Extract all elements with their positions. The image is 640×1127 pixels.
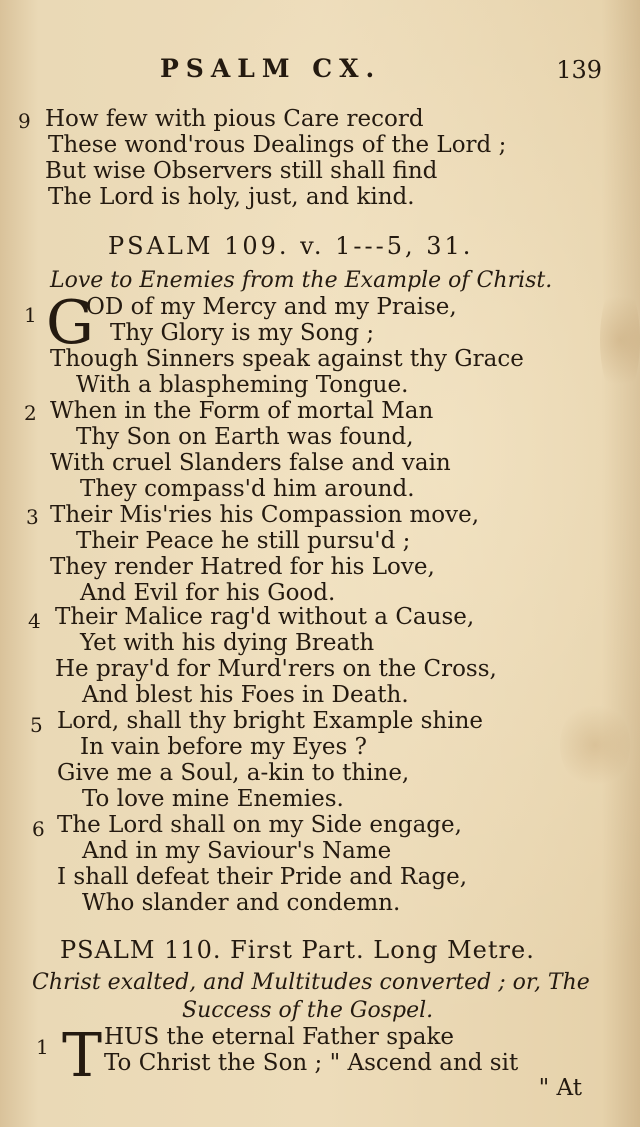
page-number: 139	[556, 56, 602, 84]
stanza-number: 9	[18, 109, 31, 133]
verse-line: They render Hatred for his Love,	[50, 554, 435, 580]
psalm-title: PSALM 110. First Part. Long Metre.	[60, 936, 535, 964]
verse-line: With cruel Slanders false and vain	[50, 450, 451, 476]
stanza-number: 6	[32, 817, 45, 841]
verse-line: But wise Observers still shall find	[45, 158, 438, 184]
page-header	[0, 52, 640, 88]
verse-line: He pray'd for Murd'rers on the Cross,	[55, 656, 497, 682]
verse-line: And in my Saviour's Name	[82, 838, 392, 864]
verse-line: HUS the eternal Father spake	[104, 1024, 455, 1050]
stanza-number: 1	[24, 303, 37, 327]
verse-line: They compass'd him around.	[80, 476, 415, 502]
stanza-number: 2	[24, 401, 37, 425]
verse-line: OD of my Mercy and my Praise,	[86, 294, 457, 320]
verse-line: To love mine Enemies.	[82, 786, 344, 812]
verse-line: When in the Form of mortal Man	[50, 398, 434, 424]
verse-line: How few with pious Care record	[45, 106, 424, 132]
drop-cap: G	[46, 288, 94, 358]
verse-line: And blest his Foes in Death.	[82, 682, 409, 708]
verse-line: To Christ the Son ; " Ascend and sit	[104, 1050, 519, 1076]
stanza-number: 3	[26, 505, 39, 529]
running-head: PSALM CX.	[160, 54, 382, 83]
verse-line: I shall defeat their Pride and Rage,	[57, 864, 468, 890]
stanza-number: 1	[36, 1035, 49, 1059]
verse-line: And Evil for his Good.	[80, 580, 336, 606]
verse-line: Yet with his dying Breath	[80, 630, 375, 656]
verse-line: Thy Son on Earth was found,	[76, 424, 414, 450]
verse-line: Lord, shall thy bright Example shine	[57, 708, 484, 734]
verse-line: These wond'rous Dealings of the Lord ;	[48, 132, 507, 158]
verse-line: Though Sinners speak against thy Grace	[50, 346, 524, 372]
psalm-subtitle: Love to Enemies from the Example of Christ.	[50, 268, 553, 293]
verse-line: The Lord shall on my Side engage,	[57, 812, 462, 838]
foxing-stain	[600, 280, 640, 400]
psalm-subtitle: Success of the Gospel.	[182, 998, 434, 1023]
verse-line: Their Peace he still pursu'd ;	[76, 528, 411, 554]
verse-line: Their Mis'ries his Compassion move,	[50, 502, 480, 528]
psalm-title: PSALM 109. v. 1---5, 31.	[108, 232, 474, 260]
verse-line: Who slander and condemn.	[82, 890, 401, 916]
verse-line: In vain before my Eyes ?	[80, 734, 367, 760]
verse-line: Their Malice rag'd without a Cause,	[55, 604, 475, 630]
psalm-subtitle: Christ exalted, and Multitudes converted ; or, The	[32, 970, 590, 995]
stanza-number: 5	[30, 713, 43, 737]
catchword: " At	[538, 1075, 582, 1101]
foxing-stain	[560, 700, 630, 790]
verse-line: Give me a Soul, a-kin to thine,	[57, 760, 410, 786]
verse-line: Thy Glory is my Song ;	[110, 320, 375, 346]
drop-cap: T	[62, 1021, 103, 1091]
verse-line: The Lord is holy, just, and kind.	[48, 184, 415, 210]
verse-line: With a blaspheming Tongue.	[76, 372, 409, 398]
stanza-number: 4	[28, 609, 41, 633]
